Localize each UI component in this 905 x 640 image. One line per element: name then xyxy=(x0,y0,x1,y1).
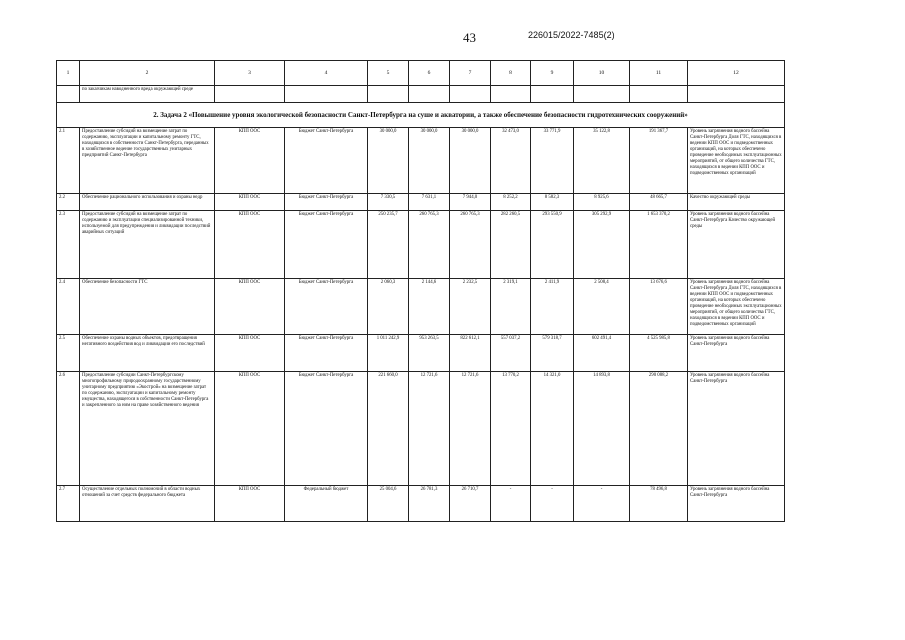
row-number-cell: 2.4 xyxy=(57,279,80,335)
empty-cell xyxy=(688,86,785,103)
amount-cell: 602 491,4 xyxy=(574,335,630,372)
column-header: 3 xyxy=(215,61,285,86)
measure-name-cell: Предоставление субсидий на возмещение затрат по содержанию, эксплуатации и капитальному ремонту ГТС, находящихся в собственности Санкт-Петербурга, переданных в хозяйственное ведение государственных унитарных предприятий Санкт-Петербурга xyxy=(80,128,215,194)
amount-cell: 1 653 370,2 xyxy=(630,211,688,279)
amount-cell: 26 710,7 xyxy=(450,486,491,522)
amount-cell: 30 000,0 xyxy=(450,128,491,194)
column-header: 12 xyxy=(688,61,785,86)
empty-cell xyxy=(630,86,688,103)
amount-cell: 2 508,4 xyxy=(574,279,630,335)
amount-cell: 557 037,2 xyxy=(491,335,531,372)
measure-name-cell: Обеспечение безопасности ГТС xyxy=(80,279,215,335)
column-header: 6 xyxy=(409,61,450,86)
measure-name-cell: Обеспечение рационального использования и охраны недр xyxy=(80,194,215,211)
amount-cell: 579 318,7 xyxy=(531,335,574,372)
table-row xyxy=(57,335,785,372)
column-header: 7 xyxy=(450,61,491,86)
column-header: 11 xyxy=(630,61,688,86)
amount-cell: 953 263,5 xyxy=(409,335,450,372)
table-row xyxy=(57,211,785,279)
row-number-cell: 2.6 xyxy=(57,372,80,486)
empty-cell xyxy=(285,86,368,103)
amount-cell: 7 944,0 xyxy=(450,194,491,211)
amount-cell: 221 660,0 xyxy=(368,372,409,486)
amount-cell: 260 765,3 xyxy=(409,211,450,279)
column-header: 8 xyxy=(491,61,531,86)
amount-cell: 2 144,6 xyxy=(409,279,450,335)
empty-cell xyxy=(531,86,574,103)
program-table xyxy=(56,60,785,522)
amount-cell: 2 060,3 xyxy=(368,279,409,335)
measure-name-cell: Предоставление субсидии Санкт-Петербургскому многопрофильному природоохранному государственному унитарному предприятию «Экострой» на возмещение затрат по содержанию, эксплуатации и капитальному ремонту имущества, находящегося в собственности Санкт-Петербурга и закрепленного за ним на праве хозяйственного ведения xyxy=(80,372,215,486)
empty-cell xyxy=(57,86,80,103)
amount-cell: 1 011 242,9 xyxy=(368,335,409,372)
task-title-row xyxy=(57,103,785,128)
continuation-row xyxy=(57,86,785,103)
table-row xyxy=(57,372,785,486)
executor-cell: КПП ООС xyxy=(215,128,285,194)
column-header-row xyxy=(57,61,785,86)
column-header: 4 xyxy=(285,61,368,86)
executor-cell: КПП ООС xyxy=(215,279,285,335)
amount-cell: 7 330,5 xyxy=(368,194,409,211)
executor-cell: КПП ООС xyxy=(215,372,285,486)
funding-source-cell: Бюджет Санкт-Петербурга xyxy=(285,211,368,279)
funding-source-cell: Бюджет Санкт-Петербурга xyxy=(285,279,368,335)
amount-cell: 260 765,3 xyxy=(450,211,491,279)
amount-cell: 35 122,8 xyxy=(574,128,630,194)
amount-cell: 30 000,0 xyxy=(368,128,409,194)
row-number-cell: 2.1 xyxy=(57,128,80,194)
executor-cell: КПП ООС xyxy=(215,194,285,211)
empty-cell xyxy=(368,86,409,103)
amount-cell: 8 582,3 xyxy=(531,194,574,211)
measure-name-cell: Осуществление отдельных полномочий в области водных отношений за счет средств федерального бюджета xyxy=(80,486,215,522)
empty-cell xyxy=(215,86,285,103)
amount-cell: 305 292,9 xyxy=(574,211,630,279)
amount-cell: 7 631,1 xyxy=(409,194,450,211)
indicator-cell: Уровень загрязнения водного бассейна Санкт-Петербурга Качество окружающей среды xyxy=(688,211,785,279)
executor-cell: КПП ООС xyxy=(215,211,285,279)
amount-cell: 78 496,8 xyxy=(630,486,688,522)
continuation-text: по заказчикам наводненного вреда окружающей среде xyxy=(80,86,215,103)
indicator-cell: Уровень загрязнения водного бассейна Санкт-Петербурга xyxy=(688,486,785,522)
row-number-cell: 2.3 xyxy=(57,211,80,279)
table-row xyxy=(57,279,785,335)
amount-cell: - xyxy=(531,486,574,522)
column-header: 5 xyxy=(368,61,409,86)
indicator-cell: Качество окружающей среды xyxy=(688,194,785,211)
amount-cell: 12 721,6 xyxy=(450,372,491,486)
indicator-cell: Уровень загрязнения водного бассейна Санкт-Петербурга xyxy=(688,335,785,372)
amount-cell: 25 004,6 xyxy=(368,486,409,522)
amount-cell: 14 321,0 xyxy=(531,372,574,486)
amount-cell: 282 260,5 xyxy=(491,211,531,279)
row-number-cell: 2.7 xyxy=(57,486,80,522)
amount-cell: 12 721,6 xyxy=(409,372,450,486)
amount-cell: 13 676,6 xyxy=(630,279,688,335)
amount-cell: 14 893,8 xyxy=(574,372,630,486)
page-number: 43 xyxy=(463,30,476,45)
funding-source-cell: Федеральный бюджет xyxy=(285,486,368,522)
amount-cell: 13 770,2 xyxy=(491,372,531,486)
empty-cell xyxy=(574,86,630,103)
amount-cell: 48 665,7 xyxy=(630,194,688,211)
empty-cell xyxy=(409,86,450,103)
measure-name-cell: Предоставление субсидий на возмещение затрат по содержанию и эксплуатации специализированной техники, используемой для предупреждения и ликвидации последствий аварийных ситуаций xyxy=(80,211,215,279)
indicator-cell: Уровень загрязнения водного бассейна Санкт-Петербурга Доля ГТС, находящихся в ведении КПП ООС и подведомственных организаций, на которых обеспечено проведение необходимых эксплуатационных мероприятий, от общего количества ГТС, находящихся в ведении КПП ООС и подведомственных организаций xyxy=(688,279,785,335)
executor-cell: КПП ООС xyxy=(215,486,285,522)
amount-cell: 290 088,2 xyxy=(630,372,688,486)
measure-name-cell: Обеспечение охраны водных объектов, предотвращения негативного воздействия вод и ликвидации его последствий xyxy=(80,335,215,372)
amount-cell: 2 319,1 xyxy=(491,279,531,335)
indicator-cell: Уровень загрязнения водного бассейна Санкт-Петербурга xyxy=(688,372,785,486)
column-header: 9 xyxy=(531,61,574,86)
amount-cell: 293 550,9 xyxy=(531,211,574,279)
amount-cell: 822 612,1 xyxy=(450,335,491,372)
amount-cell: 30 000,0 xyxy=(409,128,450,194)
amount-cell: 191 367,7 xyxy=(630,128,688,194)
amount-cell: - xyxy=(574,486,630,522)
row-number-cell: 2.5 xyxy=(57,335,80,372)
table-row xyxy=(57,486,785,522)
row-number-cell: 2.2 xyxy=(57,194,80,211)
executor-cell: КПП ООС xyxy=(215,335,285,372)
empty-cell xyxy=(491,86,531,103)
amount-cell: 26 781,3 xyxy=(409,486,450,522)
amount-cell: - xyxy=(491,486,531,522)
funding-source-cell: Бюджет Санкт-Петербурга xyxy=(285,128,368,194)
empty-cell xyxy=(450,86,491,103)
amount-cell: 2 232,5 xyxy=(450,279,491,335)
column-header: 2 xyxy=(80,61,215,86)
amount-cell: 33 771,9 xyxy=(531,128,574,194)
amount-cell: 250 235,7 xyxy=(368,211,409,279)
column-header: 1 xyxy=(57,61,80,86)
amount-cell: 8 252,2 xyxy=(491,194,531,211)
column-header: 10 xyxy=(574,61,630,86)
funding-source-cell: Бюджет Санкт-Петербурга xyxy=(285,372,368,486)
table-row xyxy=(57,194,785,211)
amount-cell: 4 525 985,8 xyxy=(630,335,688,372)
amount-cell: 32 473,0 xyxy=(491,128,531,194)
table-row xyxy=(57,128,785,194)
amount-cell: 2 411,9 xyxy=(531,279,574,335)
indicator-cell: Уровень загрязнения водного бассейна Санкт-Петербурга Доля ГТС, находящихся в ведении КПП ООС и подведомственных организаций, на которых обеспечено проведение необходимых эксплуатационных мероприятий, от общего количества ГТС, находящихся в ведении КПП ООС и подведомственных организаций xyxy=(688,128,785,194)
amount-cell: 8 925,6 xyxy=(574,194,630,211)
funding-source-cell: Бюджет Санкт-Петербурга xyxy=(285,194,368,211)
funding-source-cell: Бюджет Санкт-Петербурга xyxy=(285,335,368,372)
document-number: 226015/2022-7485(2) xyxy=(528,30,615,40)
task-title: 2. Задача 2 «Повышение уровня экологической безопасности Санкт-Петербурга на суше и акватории, а также обеспечение безопасности гидротехнических сооружений» xyxy=(57,103,785,128)
